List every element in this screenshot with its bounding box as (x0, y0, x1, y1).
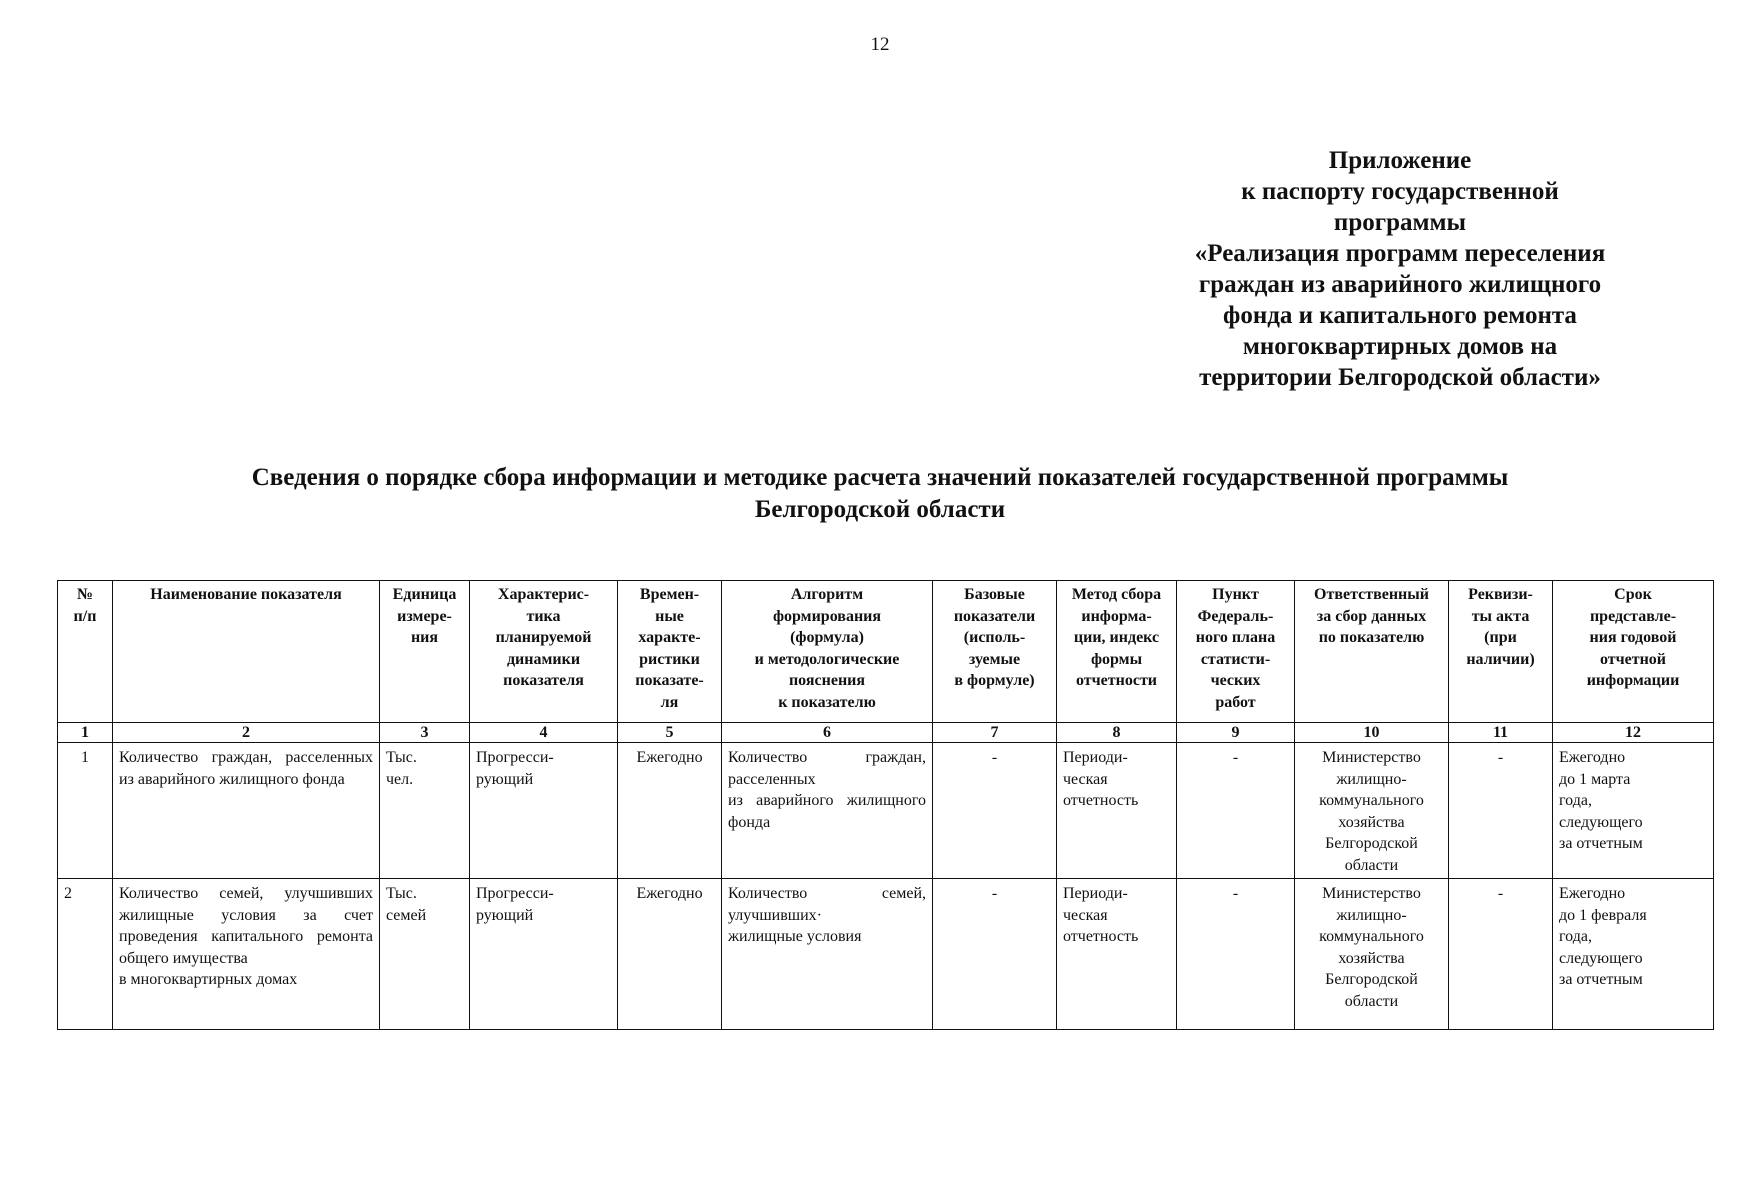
appendix-line: граждан из аварийного жилищного (1198, 271, 1602, 298)
appendix-line: многоквартирных домов на (1242, 333, 1558, 360)
indicators-table (57, 580, 1714, 1030)
appendix-line: территории Белгородской области» (1199, 364, 1601, 391)
header-cell: Наименование показателя (113, 581, 380, 723)
federal-plan-cell: - (1177, 743, 1295, 879)
collection-method-cell: Периоди- ческая отчетность (1057, 743, 1177, 879)
indicator-name: Количество граждан, расселенных из аварийного жилищного фонда (113, 743, 380, 879)
base-indicators-cell: - (933, 879, 1057, 1030)
header-cell: Базовые показатели (исполь- зуемые в формуле) (933, 581, 1057, 723)
column-number: 9 (1177, 723, 1295, 743)
deadline-cell: Ежегодно до 1 марта года, следующего за отчетным (1553, 743, 1714, 879)
column-number: 3 (380, 723, 470, 743)
header-row (58, 581, 1714, 723)
column-number-row (58, 723, 1714, 743)
appendix-line: программы (1333, 209, 1467, 236)
unit-cell: Тыс. семей (380, 879, 470, 1030)
header-cell: Метод сбора информа- ции, индекс формы отчетности (1057, 581, 1177, 723)
header-cell: Ответственный за сбор данных по показателю (1295, 581, 1449, 723)
column-number: 4 (470, 723, 618, 743)
page-number: 12 (870, 34, 890, 55)
column-number: 12 (1553, 723, 1714, 743)
table-row (58, 743, 1714, 879)
row-number: 2 (58, 879, 113, 1030)
header-cell: Алгоритм формирования (формула) и методологические пояснения к показателю (722, 581, 933, 723)
document-title (80, 462, 1680, 526)
column-number: 5 (618, 723, 722, 743)
header-cell: Времен- ные характе- ристики показате- ля (618, 581, 722, 723)
table-row (58, 879, 1714, 1030)
unit-cell: Тыс. чел. (380, 743, 470, 879)
appendix-line: фонда и капитального ремонта (1223, 302, 1577, 329)
appendix-heading (1150, 145, 1650, 393)
act-requisites-cell: - (1449, 743, 1553, 879)
header-cell: Пункт Федераль- ного плана статисти- ческих работ (1177, 581, 1295, 723)
federal-plan-cell: - (1177, 879, 1295, 1030)
header-cell: Единица измере- ния (380, 581, 470, 723)
algorithm-cell: Количество семей, улучшивших· жилищные условия (722, 879, 933, 1030)
appendix-line: к паспорту государственной (1241, 178, 1559, 205)
column-number: 7 (933, 723, 1057, 743)
algorithm-cell: Количество граждан, расселенных из аварийного жилищного фонда (722, 743, 933, 879)
column-number: 10 (1295, 723, 1449, 743)
header-cell: Характерис- тика планируемой динамики показателя (470, 581, 618, 723)
indicator-name: Количество семей, улучшивших жилищные условия за счет проведения капитального ремонта общего имущества в многоквартирных домах (113, 879, 380, 1030)
column-number: 11 (1449, 723, 1553, 743)
header-cell: Срок представле- ния годовой отчетной информации (1553, 581, 1714, 723)
column-number: 2 (113, 723, 380, 743)
responsible-cell: Министерство жилищно- коммунального хозяйства Белгородской области (1295, 743, 1449, 879)
appendix-line: Приложение (1328, 147, 1472, 174)
dynamics-cell: Прогресси- рующий (470, 743, 618, 879)
row-number: 1 (58, 743, 113, 879)
document-title-line: Сведения о порядке сбора информации и методике расчета значений показателей государственной программы (251, 464, 1509, 491)
dynamics-cell: Прогресси- рующий (470, 879, 618, 1030)
collection-method-cell: Периоди- ческая отчетность (1057, 879, 1177, 1030)
responsible-cell: Министерство жилищно- коммунального хозяйства Белгородской области (1295, 879, 1449, 1030)
act-requisites-cell: - (1449, 879, 1553, 1030)
column-number: 6 (722, 723, 933, 743)
base-indicators-cell: - (933, 743, 1057, 879)
time-cell: Ежегодно (618, 879, 722, 1030)
time-cell: Ежегодно (618, 743, 722, 879)
header-cell: № п/п (58, 581, 113, 723)
document-title-line: Белгородской области (754, 496, 1006, 523)
column-number: 1 (58, 723, 113, 743)
deadline-cell: Ежегодно до 1 февраля года, следующего за отчетным (1553, 879, 1714, 1030)
header-cell: Реквизи- ты акта (при наличии) (1449, 581, 1553, 723)
appendix-line: «Реализация программ переселения (1194, 240, 1606, 267)
column-number: 8 (1057, 723, 1177, 743)
